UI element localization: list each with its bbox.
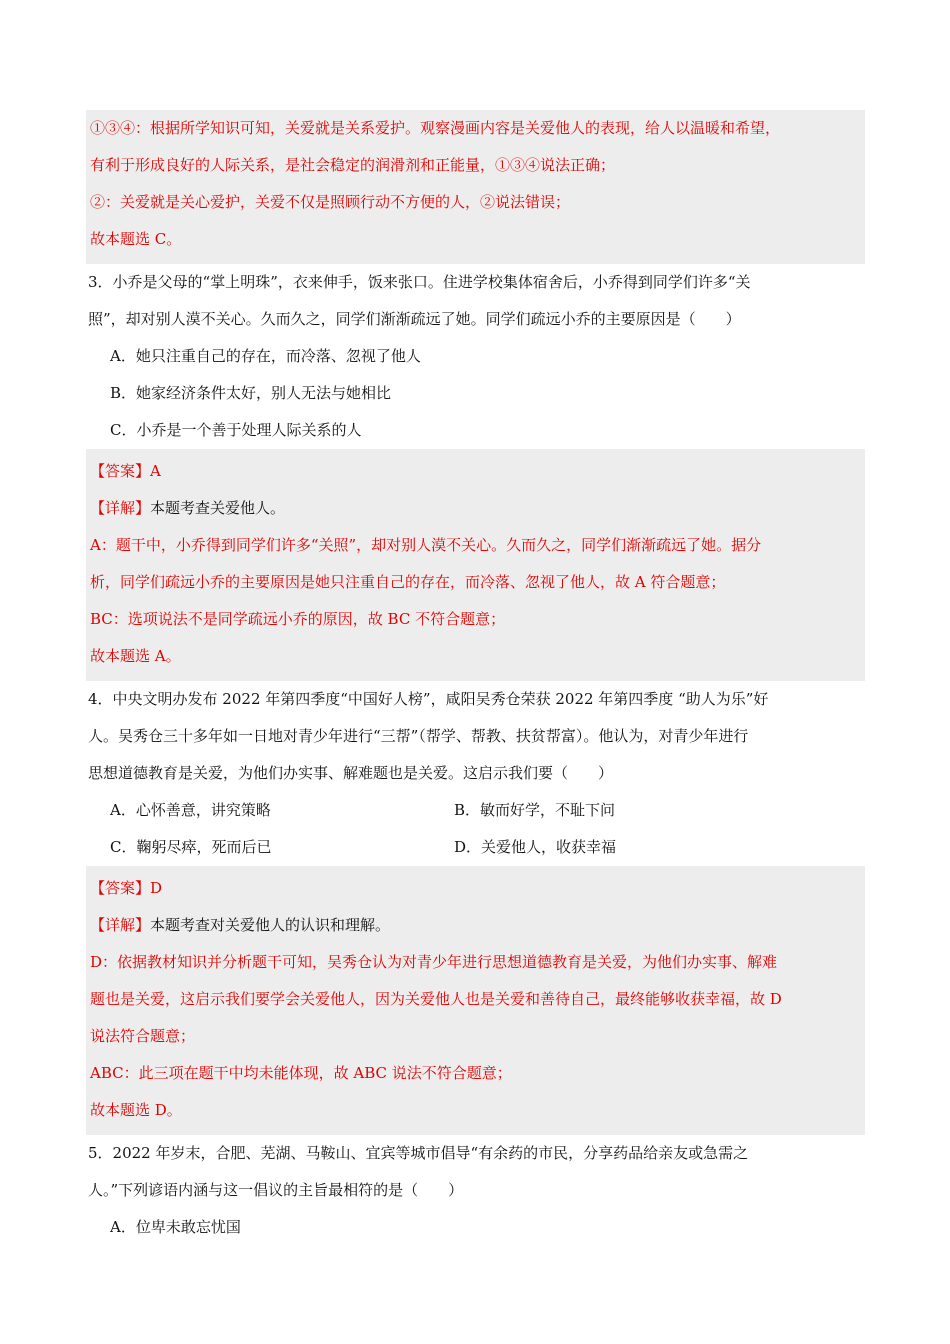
conclusion-line: 故本题选 D。	[90, 1101, 182, 1119]
analysis-line: D：依据教材知识并分析题干可知，吴秀仓认为对青少年进行思想道德教育是关爱，为他们办实事、解难	[90, 953, 778, 971]
analysis-line: 析，同学们疏远小乔的主要原因是她只注重自己的存在，而冷落、忽视了他人，故 A 符合题意；	[90, 573, 726, 591]
detail-line	[90, 907, 861, 944]
analysis-line: A：题干中，小乔得到同学们许多“关照”，却对别人漠不关心。久而久之，同学们渐渐疏远了她。据分	[90, 536, 762, 554]
question-stem-line: 4．中央文明办发布 2022 年第四季度“中国好人榜”，咸阳吴秀仓荣获 2022 年第四季度 “助人为乐”好	[88, 690, 769, 708]
detail-line	[90, 490, 861, 527]
option-b: B．敏而好学，不耻下问	[454, 801, 616, 819]
answer-tag: 【答案】	[90, 879, 151, 897]
option-b: B．她家经济条件太好，别人无法与她相比	[110, 384, 392, 402]
question-stem-line: 照”，却对别人漠不关心。久而久之，同学们渐渐疏远了她。同学们疏远小乔的主要原因是（ ）	[88, 310, 741, 328]
question-stem-line: 人。”下列谚语内涵与这一倡议的主旨最相符的是（ ）	[88, 1181, 464, 1199]
answer-line	[90, 453, 861, 490]
question-5	[86, 1135, 865, 1246]
option-a: A．她只注重自己的存在，而冷落、忽视了他人	[110, 347, 421, 365]
question-stem-line: 5．2022 年岁末，合肥、芜湖、马鞍山、宜宾等城市倡导“有余药的市民，分享药品给亲友或急需之	[88, 1144, 749, 1162]
answer-block	[86, 449, 865, 681]
question-stem-line: 3．小乔是父母的“掌上明珠”，衣来伸手，饭来张口。住进学校集体宿舍后，小乔得到同学们许多“关	[88, 273, 751, 291]
answer-block	[86, 866, 865, 1135]
options-row	[86, 792, 865, 829]
detail-tag: 【详解】	[90, 916, 151, 934]
conclusion-line: 故本题选 C。	[90, 230, 182, 248]
question-4	[86, 681, 865, 1135]
option-a: A．位卑未敢忘忧国	[110, 1218, 241, 1236]
option-c: C．小乔是一个善于处理人际关系的人	[110, 421, 362, 439]
analysis-line: ①③④：根据所学知识可知，关爱就是关系爱护。观察漫画内容是关爱他人的表现，给人以温暖和希望，	[90, 119, 781, 137]
previous-answer-block	[86, 110, 865, 264]
options-row	[86, 829, 865, 866]
question-stem-line: 思想道德教育是关爱，为他们办实事、解难题也是关爱。这启示我们要（ ）	[88, 764, 614, 782]
analysis-line: ②：关爱就是关心爱护，关爱不仅是照顾行动不方便的人，②说法错误；	[90, 193, 571, 211]
detail-text: 本题考查对关爱他人的认识和理解。	[150, 916, 391, 934]
question-stem-line: 人。吴秀仓三十多年如一日地对青少年进行“三帮”（帮学、帮教、扶贫帮富）。他认为，对青少年进行	[88, 727, 749, 745]
analysis-line: BC：选项说法不是同学疏远小乔的原因，故 BC 不符合题意；	[90, 610, 506, 628]
option-a: A．心怀善意，讲究策略	[110, 801, 271, 819]
answer-tag: 【答案】	[90, 462, 151, 480]
analysis-line: ABC：此三项在题干中均未能体现，故 ABC 说法不符合题意；	[90, 1064, 512, 1082]
answer-value: D	[150, 879, 163, 897]
document-page	[86, 110, 865, 1246]
option-d: D．关爱他人，收获幸福	[454, 838, 617, 856]
option-c: C．鞠躬尽瘁，死而后已	[110, 838, 272, 856]
analysis-line: 题也是关爱，这启示我们要学会关爱他人，因为关爱他人也是关爱和善待自己，最终能够收获幸福，故 D	[90, 990, 782, 1008]
question-3	[86, 264, 865, 681]
detail-text: 本题考查关爱他人。	[150, 499, 286, 517]
answer-line	[90, 870, 861, 907]
answer-value: A	[150, 462, 161, 480]
conclusion-line: 故本题选 A。	[90, 647, 181, 665]
analysis-line: 说法符合题意；	[90, 1027, 196, 1045]
analysis-line: 有利于形成良好的人际关系，是社会稳定的润滑剂和正能量，①③④说法正确；	[90, 156, 616, 174]
detail-tag: 【详解】	[90, 499, 151, 517]
